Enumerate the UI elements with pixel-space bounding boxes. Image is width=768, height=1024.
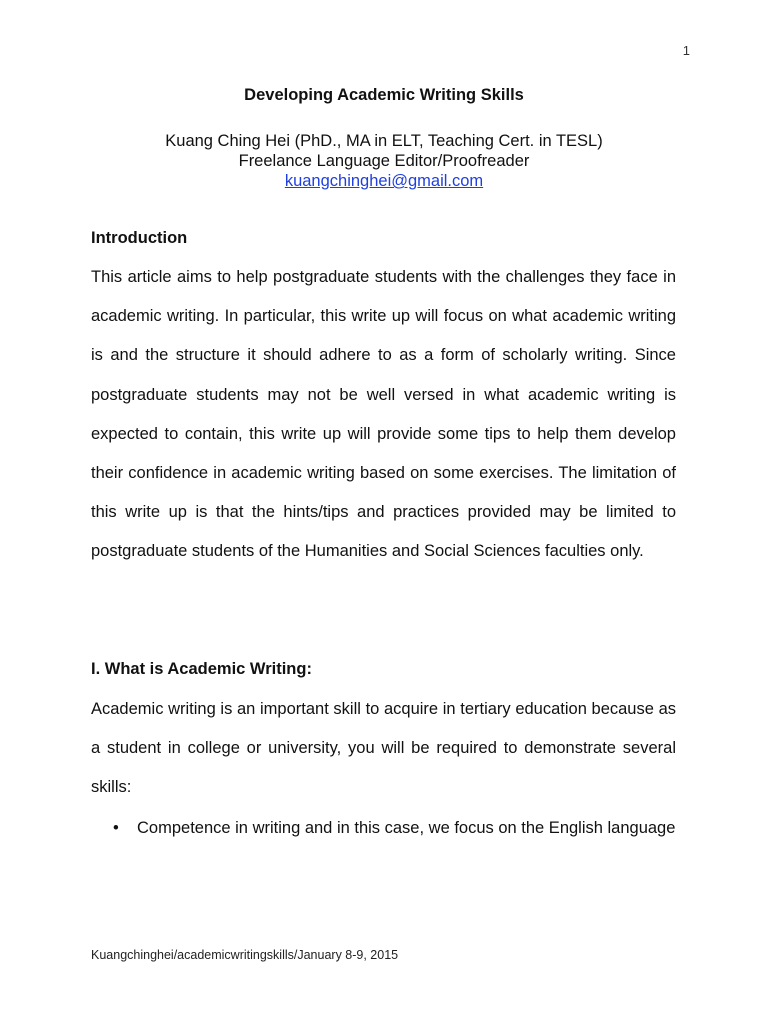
bullet-list <box>91 809 676 848</box>
section-heading-what-is-academic-writing: I. What is Academic Writing: <box>91 660 312 678</box>
bullet-marker: • <box>113 819 119 837</box>
introduction-heading: Introduction <box>91 229 188 247</box>
author-email-link[interactable]: kuangchinghei@gmail.com <box>284 172 484 190</box>
page-footer: Kuangchinghei/academicwritingskills/January 8-9, 2015 <box>91 948 399 962</box>
author-role: Freelance Language Editor/Proofreader <box>238 152 530 170</box>
section-paragraph: Academic writing is an important skill to acquire in tertiary education because as a student in college or university, you will be required to demonstrate several skills: <box>91 700 676 797</box>
document-title: Developing Academic Writing Skills <box>244 86 524 104</box>
author-block <box>0 131 768 191</box>
list-item-text: Competence in writing and in this case, we focus on the English language <box>137 819 676 837</box>
author-credentials: Kuang Ching Hei (PhD., MA in ELT, Teaching Cert. in TESL) <box>165 132 603 150</box>
page-number: 1 <box>682 43 690 58</box>
list-item <box>91 809 676 848</box>
introduction-paragraph: This article aims to help postgraduate students with the challenges they face in academic writing. In particular, this write up will focus on what academic writing is and the structure it should adhere to as a form of scholarly writing. Since postgraduate students may not be well versed in what academic writing is expected to contain, this write up will provide some tips to help them develop their confidence in academic writing based on some exercises. The limitation of this write up is that the hints/tips and practices provided may be limited to postgraduate students of the Humanities and Social Sciences faculties only. <box>91 268 676 561</box>
